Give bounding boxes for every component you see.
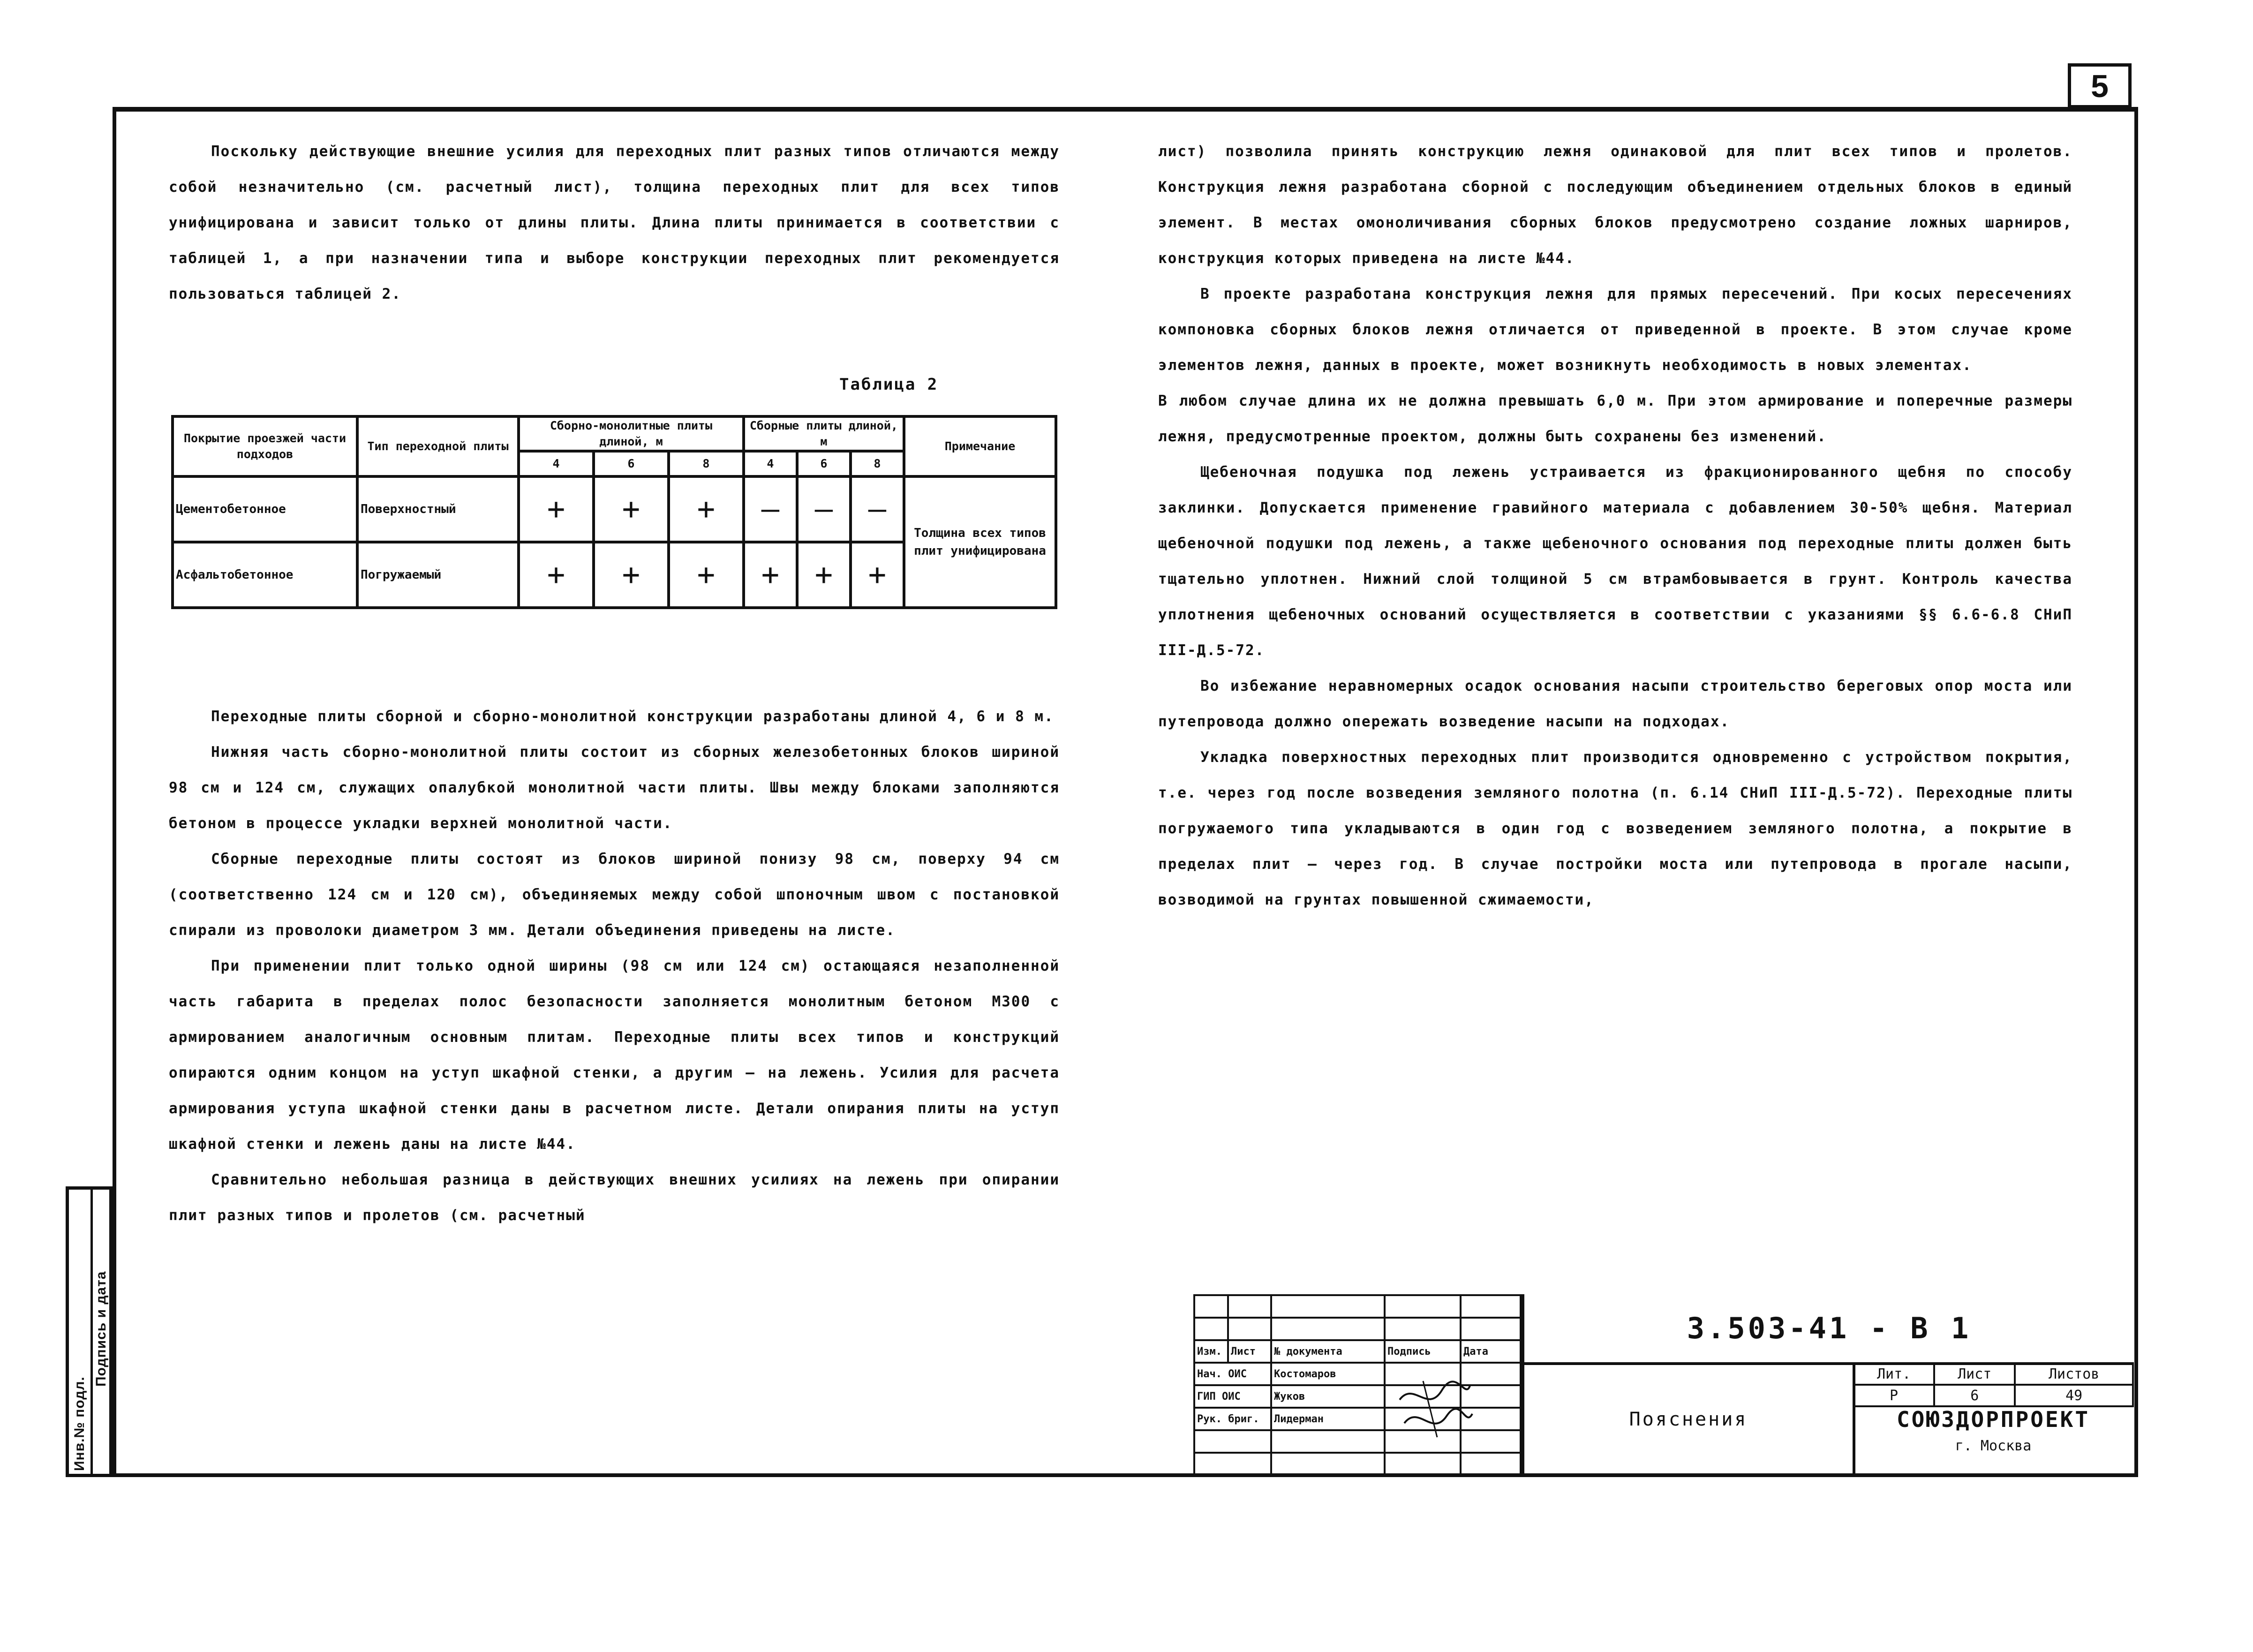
stage-table xyxy=(1853,1362,2134,1407)
tb-header-cell: № документа xyxy=(1271,1340,1385,1363)
table2-cell-mark: — xyxy=(744,476,797,542)
tb-person: Жуков xyxy=(1271,1385,1385,1408)
paragraph: Переходные плиты сборной и сборно-монолитной конструкции разработаны длиной 4, 6 и 8 м. xyxy=(211,708,1054,725)
tb-role: ГИП ОИС xyxy=(1194,1385,1271,1408)
signature-scribble xyxy=(1395,1372,1475,1442)
tb-role: Нач. ОИС xyxy=(1194,1363,1271,1385)
table2 xyxy=(171,415,1057,609)
table2-length: 4 xyxy=(519,451,594,476)
right-column-text xyxy=(1158,134,2072,918)
paragraph: Сборные переходные плиты состоят из блоков шириной понизу 98 см, поверху 94 см (соответственно 124 см и 120 см), объединяемых между собой шпоночным швом с постановкой спирали из проволоки диаметром 3 мм. Детали объединения приведены на листе. xyxy=(169,851,1060,939)
side-stamp-field2: Инв.№ подл. xyxy=(72,1376,87,1471)
stage-label: Листов xyxy=(2015,1363,2133,1385)
table2-cell-mark: — xyxy=(851,476,904,542)
table2-header-note: Примечание xyxy=(904,416,1056,476)
table2-header-precast-monolithic: Сборно-монолитные плиты длиной, м xyxy=(519,416,744,451)
table2-header-precast: Сборные плиты длиной, м xyxy=(744,416,904,451)
table2-cell-mark: — xyxy=(797,476,851,542)
stage-label: Лист xyxy=(1934,1363,2015,1385)
table2-cell-mark: + xyxy=(594,476,669,542)
left-column-bottom-text xyxy=(169,699,1060,1233)
paragraph: Во избежание неравномерных осадок основания насыпи строительство береговых опор моста или путепровода должно опережать возведение насыпи на подходах. xyxy=(1158,678,2072,730)
table2-length: 8 xyxy=(851,451,904,476)
table2-length: 6 xyxy=(594,451,669,476)
paragraph: При применении плит только одной ширины (98 см или 124 см) остающаяся незаполненной часть габарита в пределах полос безопасности заполняется монолитным бетоном М300 с армированием аналогичным основным плитам. Переходные плиты всех типов и конструкций опираются одним концом на уступ шкафной стенки, а другим — на лежень. Усилия для расчета армирования уступа шкафной стенки даны в расчетном листе. Детали опирания плиты на уступ шкафной стенки и лежень даны на листе №44. xyxy=(169,958,1060,1153)
table2-cell-mark: + xyxy=(669,476,744,542)
tb-header-cell: Дата xyxy=(1461,1340,1521,1363)
paragraph: Щебеночная подушка под лежень устраивается из фракционированного щебня по способу заклинки. Допускается применение гравийного материала с добавлением 30-50% щебня. Материал щебеночной подушки под лежень, а также щебеночного основания под переходные плиты должен быть тщательно уплотнен. Нижний слой толщиной 5 см втрамбовывается в грунт. Контроль качества уплотнения щебеночных оснований осуществляется в соответствии с указаниями §§ 6.6-6.8 СНиП III-Д.5-72. xyxy=(1158,464,2072,659)
paragraph: Нижняя часть сборно-монолитной плиты состоит из сборных железобетонных блоков шириной 98 см и 124 см, служащих опалубкой монолитной части плиты. Швы между блоками заполняются бетоном в процессе укладки верхней монолитной части. xyxy=(169,744,1060,832)
table2-cell-type: Погружаемый xyxy=(357,542,519,608)
stage-value: Р xyxy=(1854,1385,1934,1406)
stage-label: Лит. xyxy=(1854,1363,1934,1385)
table2-title: Таблица 2 xyxy=(839,375,939,394)
paragraph: В любом случае длина их не должна превышать 6,0 м. При этом армирование и поперечные размеры лежня, предусмотренные проектом, должны быть сохранены без изменений. xyxy=(1158,392,2072,445)
tb-role: Рук. бриг. xyxy=(1194,1408,1271,1430)
sheet-number: 5 xyxy=(2068,63,2132,108)
side-stamp-col-2 xyxy=(90,1190,112,1474)
paragraph: Поскольку действующие внешние усилия для переходных плит разных типов отличаются между собой незначительно (см. расчетный лист), толщина переходных плит для всех типов унифицирована и зависит только от длины плиты. Длина плиты принимается в соответствии с таблицей 1, а при назначении типа и выборе конструкции переходных плит рекомендуется пользоваться таблицей 2. xyxy=(169,143,1060,302)
table2-header-type: Тип переходной плиты xyxy=(357,416,519,476)
table2-cell-coverage: Асфальтобетонное xyxy=(173,542,357,608)
table2-cell-mark: + xyxy=(797,542,851,608)
sheet-name: Пояснения xyxy=(1524,1362,1855,1477)
tb-header-cell: Изм. xyxy=(1194,1340,1228,1363)
table2-cell-mark: + xyxy=(744,542,797,608)
table2-cell-mark: + xyxy=(519,542,594,608)
paragraph: Укладка поверхностных переходных плит производится одновременно с устройством покрытия, т.е. через год после возведения земляного полотна (п. 6.14 СНиП III-Д.5-72). Переходные плиты погружаемого типа укладываются в один год с возведением земляного полотна, а покрытие в пределах плит — через год. В случае постройки моста или путепровода в прогале насыпи, возводимой на грунтах повышенной сжимаемости, xyxy=(1158,749,2072,908)
table2-cell-type: Поверхностный xyxy=(357,476,519,542)
tb-header-cell: Лист xyxy=(1228,1340,1271,1363)
paragraph: лист) позволила принять конструкцию лежня одинаковой для плит всех типов и пролетов. Конструкция лежня разработана сборной с последующим объединением отдельных блоков в единый элемент. В местах омоноличивания сборных блоков предусмотрено создание ложных шарниров, конструкция которых приведена на листе №44. xyxy=(1158,143,2072,267)
table2-cell-mark: + xyxy=(851,542,904,608)
table2-cell-mark: + xyxy=(594,542,669,608)
organization-block xyxy=(1853,1407,2134,1454)
table2-length: 8 xyxy=(669,451,744,476)
tb-person: Лидерман xyxy=(1271,1408,1385,1430)
side-stamp-field1: Подпись и дата xyxy=(93,1271,109,1387)
table2-cell-mark: + xyxy=(519,476,594,542)
title-block-info xyxy=(1522,1294,2134,1477)
left-column-top-text xyxy=(169,134,1060,312)
organization-name: СОЮЗДОРПРОЕКТ xyxy=(1896,1407,2090,1432)
paragraph: В проекте разработана конструкция лежня для прямых пересечений. При косых пересечениях компоновка сборных блоков лежня отличается от приведенной в проекте. В этом случае кроме элементов лежня, данных в проекте, может возникнуть необходимость в новых элементах. xyxy=(1158,286,2072,374)
stage-value: 6 xyxy=(1934,1385,2015,1406)
stage-value: 49 xyxy=(2015,1385,2133,1406)
document-code: 3.503-41 - В 1 xyxy=(1524,1294,2134,1365)
paragraph: Сравнительно небольшая разница в действующих внешних усилиях на лежень при опирании плит разных типов и пролетов (см. расчетный xyxy=(169,1171,1060,1224)
table2-header-coverage: Покрытие проезжей части подходов xyxy=(173,416,357,476)
table2-length: 4 xyxy=(744,451,797,476)
side-stamp-col-1 xyxy=(69,1190,93,1474)
table2-cell-coverage: Цементобетонное xyxy=(173,476,357,542)
title-block-signatures xyxy=(1193,1294,1522,1477)
title-block xyxy=(1193,1294,2131,1477)
table2-cell-mark: + xyxy=(669,542,744,608)
side-stamp xyxy=(66,1186,113,1477)
tb-person: Костомаров xyxy=(1271,1363,1385,1385)
tb-header-cell: Подпись xyxy=(1385,1340,1461,1363)
table2-length: 6 xyxy=(797,451,851,476)
organization-city: г. Москва xyxy=(1955,1438,2032,1454)
table2-cell-note: Толщина всех типов плит унифицирована xyxy=(904,476,1056,608)
